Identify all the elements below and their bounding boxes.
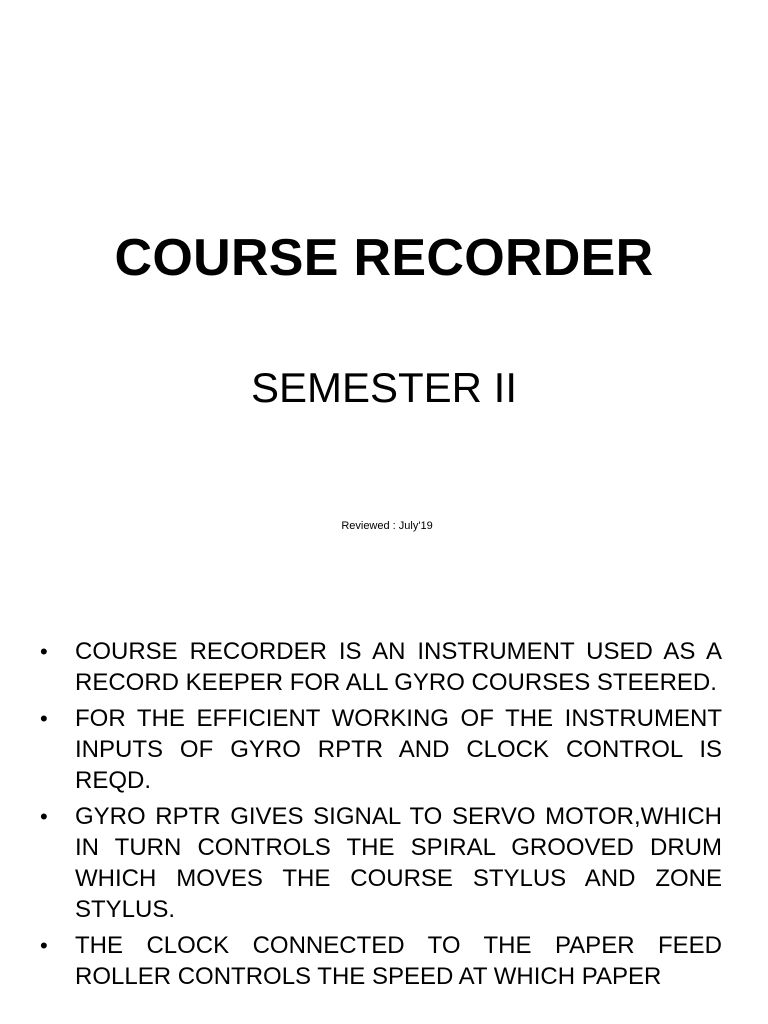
page-subtitle: SEMESTER II [250, 364, 518, 411]
bullet-list [40, 636, 722, 992]
bullet-text: FOR THE EFFICIENT WORKING OF THE INSTRUMENT INPUTS OF GYRO RPTR AND CLOCK CONTROL IS REQD. [75, 705, 722, 794]
bullet-item [40, 636, 722, 698]
reviewed-date: Reviewed : July'19 [341, 520, 433, 532]
bullet-text: GYRO RPTR GIVES SIGNAL TO SERVO MOTOR,WHICH IN TURN CONTROLS THE SPIRAL GROOVED DRUM WHICH MOVES THE COURSE STYLUS AND ZONE STYLUS. [75, 803, 722, 923]
bullet-item [40, 801, 722, 925]
bullet-icon: • [40, 706, 48, 731]
bullet-text: THE CLOCK CONNECTED TO THE PAPER FEED ROLLER CONTROLS THE SPEED AT WHICH PAPER [75, 932, 722, 990]
bullet-icon: • [40, 639, 48, 664]
bullet-icon: • [40, 804, 48, 829]
content-slide [40, 636, 722, 997]
page-title: COURSE RECORDER [114, 229, 654, 287]
bullet-item [40, 930, 722, 992]
bullet-icon: • [40, 933, 48, 958]
bullet-item [40, 703, 722, 796]
bullet-text: COURSE RECORDER IS AN INSTRUMENT USED AS A RECORD KEEPER FOR ALL GYRO COURSES STEERED. [75, 638, 722, 696]
